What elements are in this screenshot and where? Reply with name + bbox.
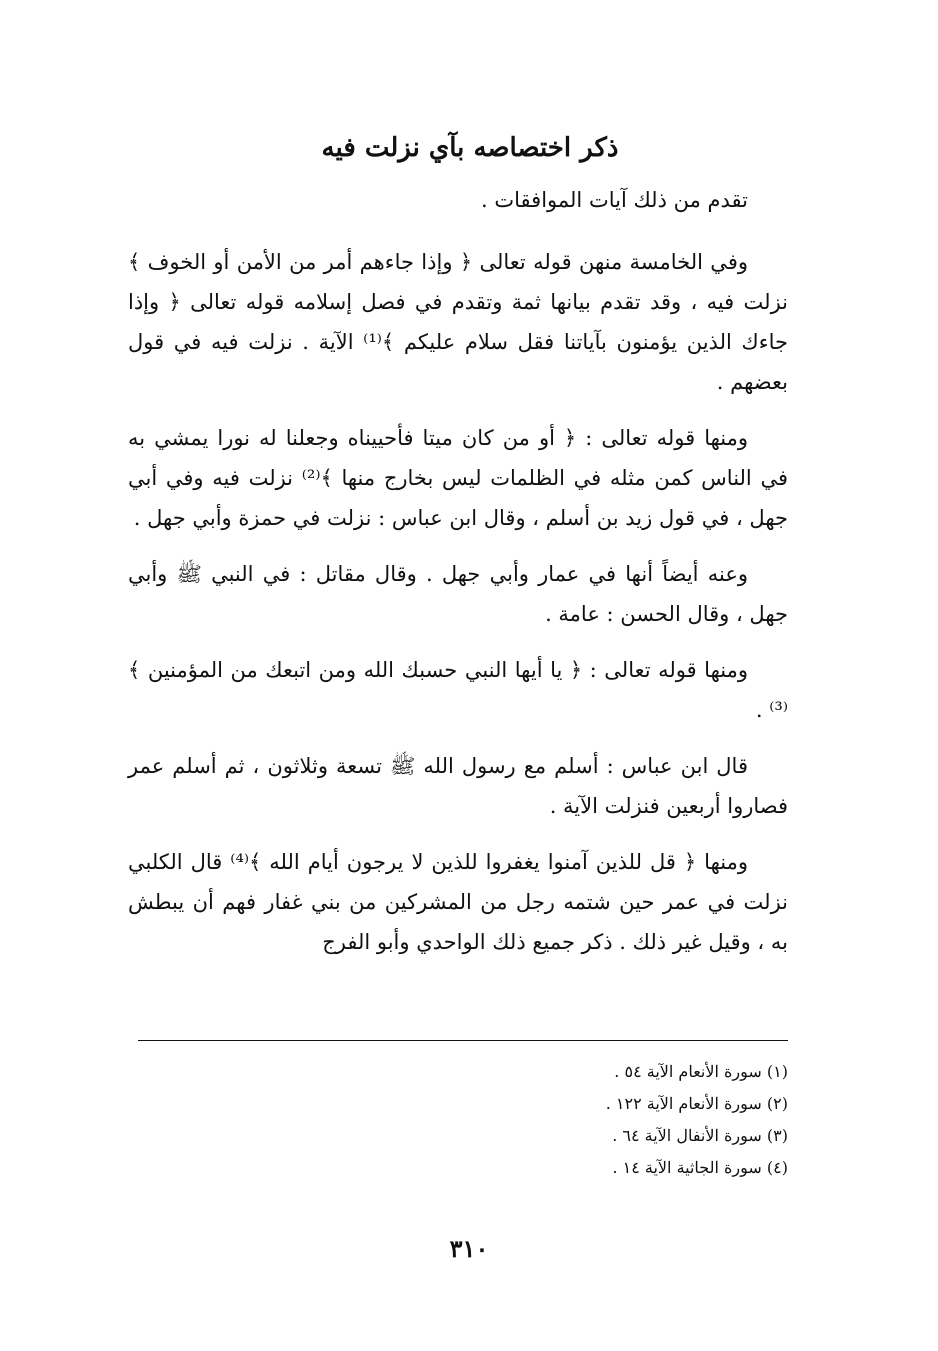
paragraph: وعنه أيضاً أنها في عمار وأبي جهل . وقال مقاتل : في النبي ﷺ وأبي جهل ، وقال الحسن : عامة . [128,562,788,626]
footnote: (٣) سورة الأنفال الآية ٦٤ . [612,1126,788,1145]
paragraph: تقدم من ذلك آيات الموافقات . [481,188,748,212]
footnote: (٤) سورة الجاثية الآية ١٤ . [612,1158,788,1177]
footnote: (٢) سورة الأنعام الآية ١٢٢ . [605,1094,788,1113]
page-number: ٣١٠ [449,1234,489,1263]
section-heading: ذكر اختصاصه بآي نزلت فيه [321,133,619,163]
paragraph: ومنها ﴿ قل للذين آمنوا يغفروا للذين لا يرجون أيام الله ﴾⁽⁴⁾ قال الكلبي نزلت في عمر حين شتمه رجل من المشركين من بني غفار فهم أن يبطش به ، وقيل غير ذلك . ذكر جميع ذلك الواحدي وأبو الفرج [128,850,788,954]
paragraph: وفي الخامسة منهن قوله تعالى ﴿ وإذا جاءهم أمر من الأمن أو الخوف ﴾ نزلت فيه ، وقد تقدم بيانها ثمة وتقدم في فصل إسلامه قوله تعالى ﴿ وإذا جاءك الذين يؤمنون بآياتنا فقل سلام عليكم ﴾⁽¹⁾ الآية . نزلت فيه في قول بعضهم . [128,250,788,394]
footnote-divider [138,1040,788,1041]
body-text [128,180,788,978]
paragraph: قال ابن عباس : أسلم مع رسول الله ﷺ تسعة وثلاثون ، ثم أسلم عمر فصاروا أربعين فنزلت الآية . [128,754,788,818]
footnote: (١) سورة الأنعام الآية ٥٤ . [614,1062,788,1081]
paragraph: ومنها قوله تعالى : ﴿ يا أيها النبي حسبك الله ومن اتبعك من المؤمنين ﴾⁽³⁾ . [128,658,788,722]
paragraph: ومنها قوله تعالى : ﴿ أو من كان ميتا فأحييناه وجعلنا له نورا يمشي به في الناس كمن مثله في الظلمات ليس بخارج منها ﴾⁽²⁾ نزلت فيه وفي أبي جهل ، في قول زيد بن أسلم ، وقال ابن عباس : نزلت في حمزة وأبي جهل . [128,426,788,530]
footnotes [380,1056,788,1184]
